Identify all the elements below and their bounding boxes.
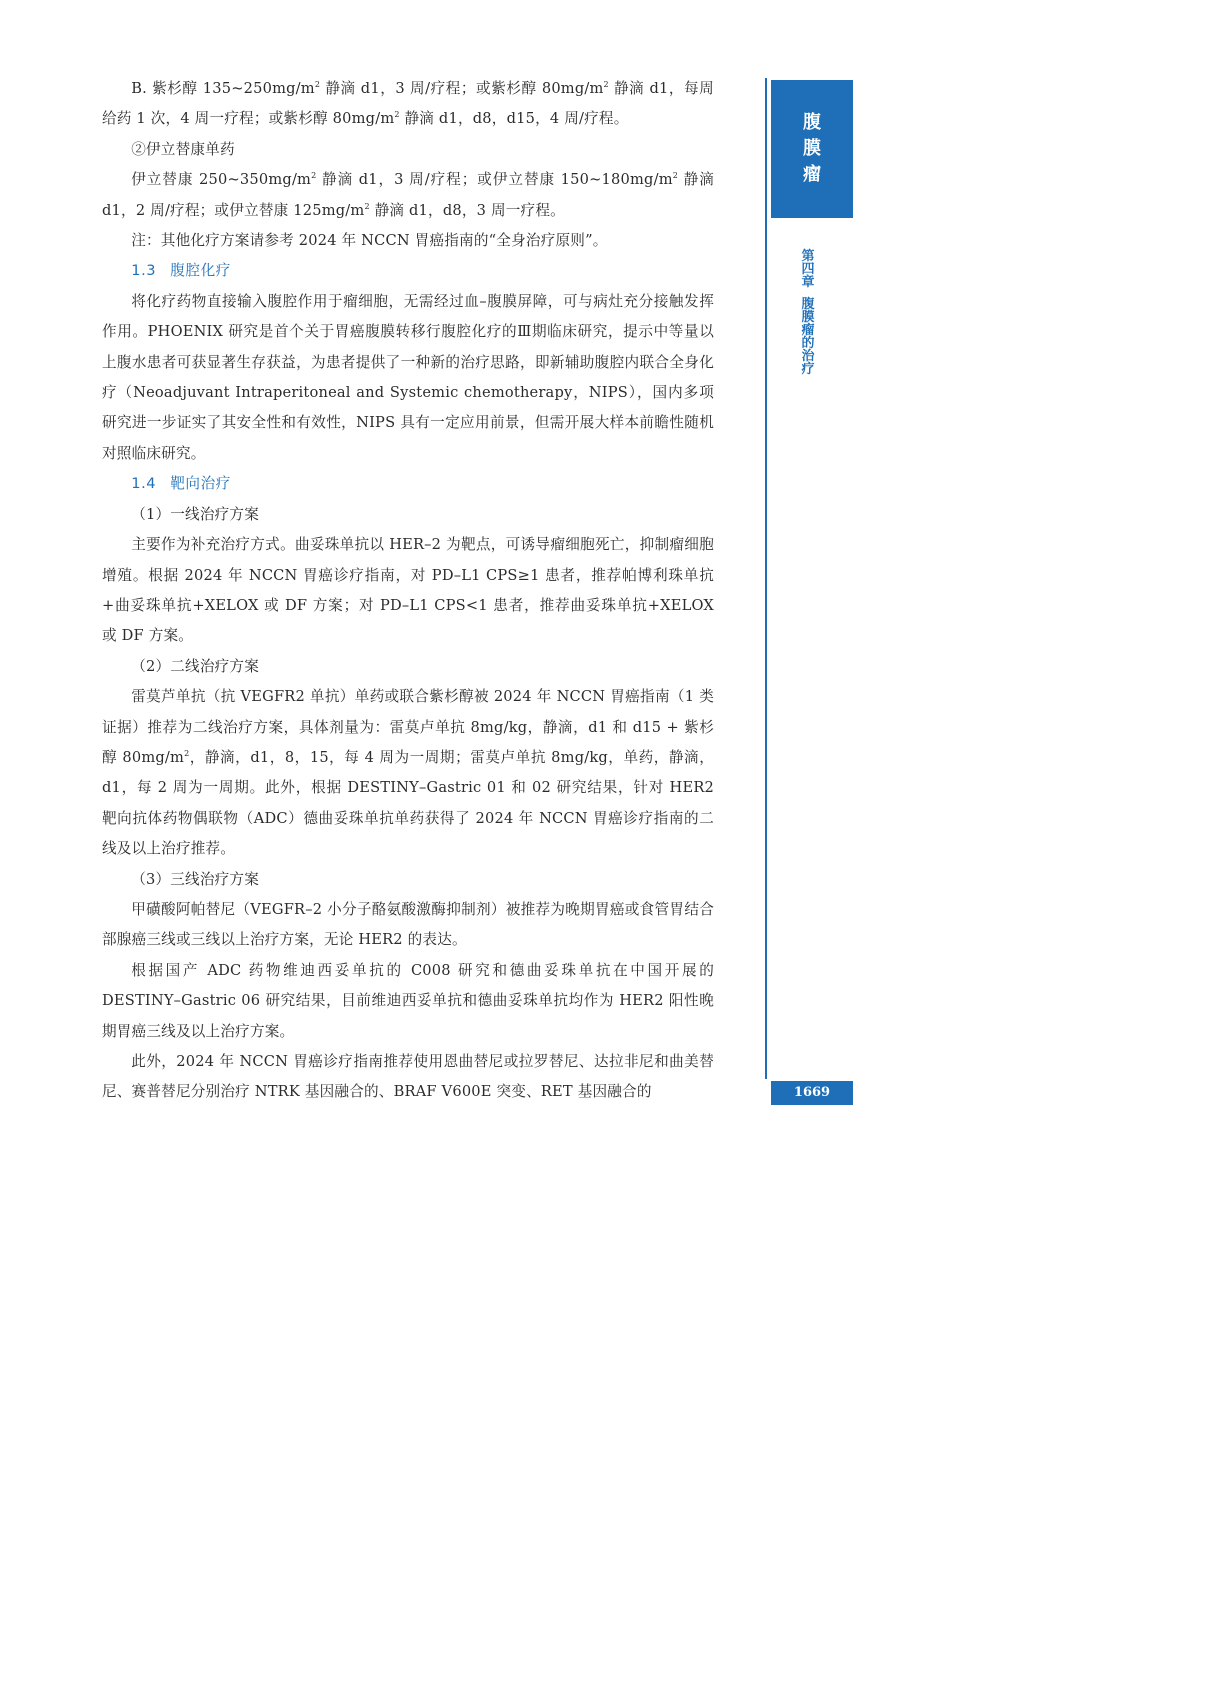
section-heading-1-3 [102, 256, 714, 286]
chapter-char: 治 [801, 349, 815, 364]
section-tab [771, 80, 853, 218]
chapter-char: 第 [801, 249, 815, 264]
text-run: 静滴 d1，d8，3 周一疗程。 [369, 201, 565, 219]
subheading-second-line: （2）二线治疗方案 [131, 657, 260, 675]
section-number: 1.4 [131, 475, 157, 493]
tab-char: 瘤 [803, 164, 821, 185]
superscript: 2 [603, 80, 609, 90]
text-run: ，静滴，d1，8，15，每 4 周为一周期；雷莫卢单抗 8mg/kg，单药，静滴，d1，每 2 周为一周期。此外，根据 DESTINY–Gastric 01 和 02 研究结果，针对 HER2 靶向抗体药物偶联物（ADC）德曲妥珠单抗单药获得了 2024 年 NCCN 胃癌诊疗指南的二线及以上治疗推荐。 [102, 748, 714, 858]
section-title: 靶向治疗 [170, 475, 231, 493]
subheading-first-line: （1）一线治疗方案 [131, 505, 260, 523]
superscript: 2 [394, 110, 400, 120]
superscript: 2 [672, 171, 679, 181]
chapter-char: 章 [801, 275, 815, 290]
paragraph-paclitaxel-regimen [102, 74, 714, 135]
section-heading-1-4 [102, 469, 714, 499]
superscript: 2 [184, 749, 190, 759]
paragraph-third-line-adc: 根据国产 ADC 药物维迪西妥单抗的 C008 研究和德曲妥珠单抗在中国开展的 DESTINY–Gastric 06 研究结果，目前维迪西妥单抗和德曲妥珠单抗均作为 HER2 阳性晚期胃癌三线及以上治疗方案。 [102, 961, 714, 1040]
chapter-char: 四 [801, 262, 815, 277]
superscript: 2 [314, 80, 321, 90]
chapter-char: 腹 [801, 297, 815, 312]
chapter-char: 瘤 [801, 323, 815, 338]
superscript: 2 [364, 201, 370, 211]
section-title: 腹腔化疗 [170, 262, 231, 280]
text-run: 伊立替康 250~350mg/m [131, 171, 312, 189]
paragraph-other-targets: 此外，2024 年 NCCN 胃癌诊疗指南推荐使用恩曲替尼或拉罗替尼、达拉非尼和曲美替尼、赛普替尼分别治疗 NTRK 基因融合的、BRAF V600E 突变、RET 基因融合的 [102, 1053, 714, 1101]
text-run: 静滴 d1，3 周/疗程；或伊立替康 150~180mg/m [316, 171, 673, 189]
paragraph-first-line: 主要作为补充治疗方式。曲妥珠单抗以 HER–2 为靶点，可诱导瘤细胞死亡，抑制瘤细胞增殖。根据 2024 年 NCCN 胃癌诊疗指南，对 PD–L1 CPS≥1 患者，推荐帕博利珠单抗+曲妥珠单抗+XELOX 或 DF 方案；对 PD–L1 CPS<1 患者，推荐曲妥珠单抗+XELOX 或 DF 方案。 [102, 536, 714, 645]
text-run: 雷莫芦单抗（抗 VEGFR2 单抗）单药或联合紫杉醇被 2024 年 NCCN 胃癌指南（1 类证据）推荐为二线治疗方案，具体剂量为：雷莫卢单抗 8mg/kg，静滴，d1 和 d15 + 紫杉醇 80mg/m [102, 688, 714, 766]
text-run: B. 紫杉醇 135~250mg/m [131, 80, 315, 97]
chapter-char: 的 [801, 336, 815, 351]
margin-rule [765, 78, 767, 1079]
text-run: 静滴 d1，3 周/疗程；或紫杉醇 80mg/m [320, 80, 604, 97]
page-number: 1669 [771, 1081, 853, 1105]
text-run: 静滴 d1，2 周/疗程；或伊立替康 125mg/m [102, 171, 715, 219]
tab-char: 膜 [803, 138, 821, 159]
text-run: 静滴 d1，每周给药 1 次，4 周一疗程；或紫杉醇 80mg/m [102, 80, 714, 128]
paragraph-intraperitoneal-chemo: 将化疗药物直接输入腹腔作用于瘤细胞，无需经过血–腹膜屏障，可与病灶充分接触发挥作用。PHOENIX 研究是首个关于胃癌腹膜转移行腹腔化疗的Ⅲ期临床研究，提示中等量以上腹水患者可获显著生存获益，为患者提供了一种新的治疗思路，即新辅助腹腔内联合全身化疗（Neoadjuvant Intraperitoneal and Systemic chemotherapy，NIPS），国内多项研究进一步证实了其安全性和有效性，NIPS 具有一定应用前景，但需开展大样本前瞻性随机对照临床研究。 [102, 292, 714, 462]
chapter-label [798, 250, 818, 376]
chapter-char: 疗 [801, 362, 815, 377]
tab-char: 腹 [803, 112, 821, 133]
chapter-char: 膜 [801, 310, 815, 325]
text-run: 静滴 d1，d8，d15，4 周/疗程。 [399, 110, 629, 128]
paragraph-irinotecan-regimen [102, 165, 714, 226]
paragraph-third-line-apatinib: 甲磺酸阿帕替尼（VEGFR–2 小分子酪氨酸激酶抑制剂）被推荐为晚期胃癌或食管胃结合部腺癌三线或三线以上治疗方案，无论 HER2 的表达。 [102, 900, 714, 949]
paragraph-irinotecan-heading: ②伊立替康单药 [131, 140, 235, 158]
superscript: 2 [311, 171, 317, 181]
paragraph-note: 注：其他化疗方案请参考 2024 年 NCCN 胃癌指南的“全身治疗原则”。 [131, 232, 608, 250]
paragraph-second-line [102, 682, 714, 864]
section-number: 1.3 [131, 262, 157, 280]
subheading-third-line: （3）三线治疗方案 [131, 870, 260, 888]
main-text-column [102, 74, 714, 1108]
